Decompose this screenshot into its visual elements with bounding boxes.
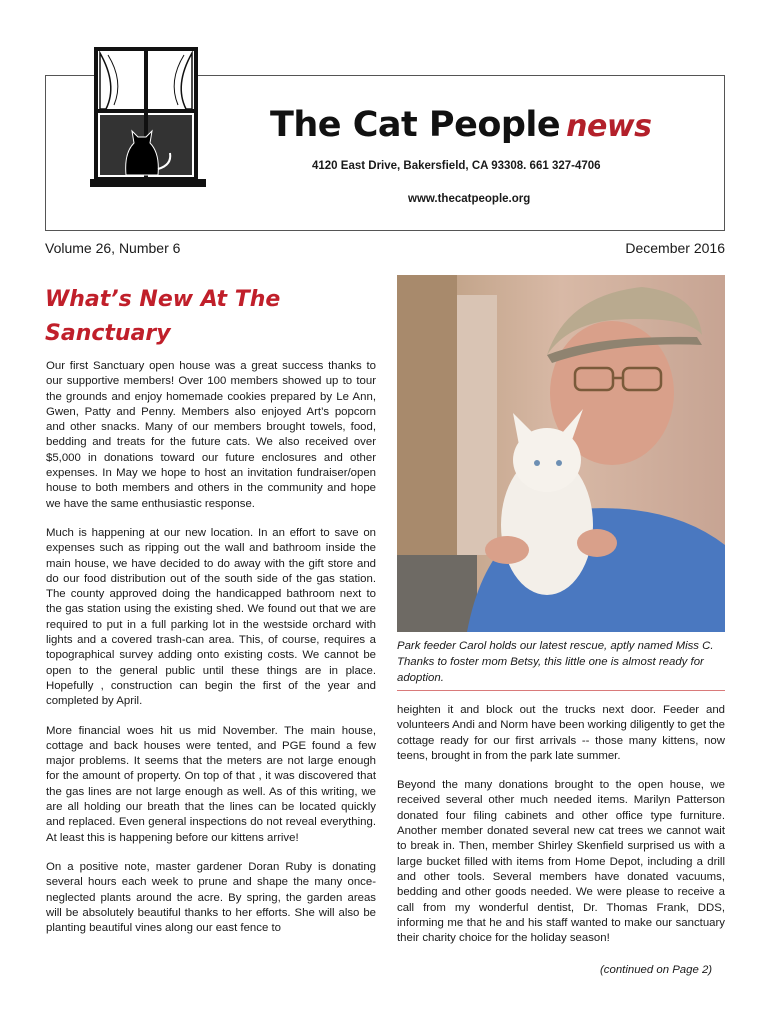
caption-divider — [397, 690, 725, 691]
paragraph: heighten it and block out the trucks next door. Feeder and volunteers Andi and Norm have been working diligently to get the cottage ready for our first arrivals -- those many kittens, now teens, brought in from the park late summer. — [397, 704, 725, 762]
title-news: news — [566, 109, 652, 144]
paragraph: Beyond the many donations brought to the open house, we received several other much needed items. Marilyn Patterson donated four filing cabinets and other office type furniture. Another member donated several new cat trees we cannot wait to break in. Then, member Shirley Skenfield surprised us with a large bucket filled with items from Home Depot, including a drill and other tools. Several members have donated vacuums, bedding and other goods needed. We were please to receive a call from my wonderful dentist, Dr. Thomas Frank, DDS, informing me that he and his staff wanted to make our sanctuary their charity choice for the holiday season! — [397, 779, 725, 945]
continued-note: (continued on Page 2) — [600, 964, 713, 976]
article-photo — [397, 275, 725, 632]
right-column — [397, 703, 725, 960]
title-main: The Cat People — [270, 105, 561, 145]
newsletter-title — [270, 105, 651, 145]
website-link[interactable]: www.thecatpeople.org — [408, 193, 531, 205]
paragraph: On a positive note, master gardener Doran Ruby is donating several hours each week to prune and shape the many once-neglected plants around the acre. By spring, the garden areas will be absolutely beautiful thanks to her efforts. She will also be planting beautiful vines along our east fence to — [46, 860, 376, 935]
address-line: 4120 East Drive, Bakersfield, CA 93308. 661 327-4706 — [312, 160, 601, 172]
article-headline: What’s New At The Sanctuary — [45, 287, 281, 346]
left-column — [46, 359, 376, 950]
paragraph: Much is happening at our new location. In an effort to save on expenses such as ripping out the wall and bathroom inside the main house, we have decided to do away with the gift store and do our food distribution out of the south side of the gas station. The county approved doing the handicapped bathroom next to the gas station using the existing shed. We found out that we are required to put in a full parking lot in the westside orchard with lights and a covered trash-can area. This, of course, requires a topographical survey adding onto existing costs. We cannot be open to the general public until these things are in place. Hopefully , construction can begin the first of the year and completed by April. — [46, 526, 376, 708]
photo-caption: Park feeder Carol holds our latest rescue, aptly named Miss C. Thanks to foster mom Betsy, this little one is almost ready for adoption. — [397, 640, 714, 684]
window-cat-icon — [88, 45, 208, 193]
issue-date: December 2016 — [625, 240, 725, 256]
issue-volume: Volume 26, Number 6 — [45, 240, 181, 256]
paragraph: Our first Sanctuary open house was a great success thanks to our supportive members! Over 100 members showed up to tour the grounds and enjoy homemade cookies prepared by Le Ann, Gwen, Patty and Penny. Members also enjoyed Art’s popcorn and other snacks. Many of our members brought towels, food, bedding and treats for the future cats. We also received over $5,000 in donations toward our future enclosures and other expenses. In May we hope to host an invitation fundraiser/open house to both members and others in the community and hope we have the same enthusiastic response. — [46, 360, 376, 510]
paragraph: More financial woes hit us mid November. The main house, cottage and back houses were tented, and PGE found a few major problems. It seems that the meters are not large enough for the amount of property. On top of that , it was discovered that the gas lines are not large enough as well. As of this writing, we are all holding our breath that the lines can be located quickly and replaced. Even general inspections do not reveal everything. At least this is happening before our kittens arrive! — [46, 724, 376, 844]
